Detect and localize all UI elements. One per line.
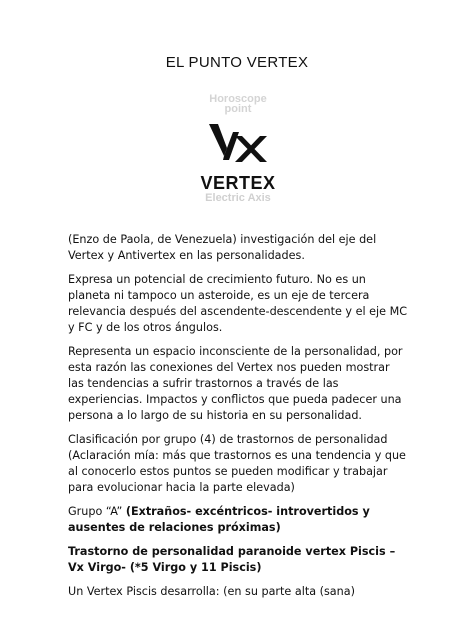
last-line: Un Vertex Piscis desarrolla: (en su parte alta (sana) xyxy=(68,585,355,598)
logo-wordmark: VERTEX xyxy=(200,173,276,193)
vx-monogram-icon xyxy=(209,122,267,162)
paragraph: Expresa un potencial de crecimiento futuro. No es un planeta ni tampoco un asteroide, es un eje de tercera relevancia después del ascendente-descendente y el eje MC y FC y de los otros ángulos. xyxy=(68,273,408,334)
bold-heading xyxy=(68,544,408,576)
group-a-bold: (Extraños- excéntricos- introvertidos y ausentes de relaciones próximas) xyxy=(68,505,370,534)
group-a-prefix: Grupo “A” xyxy=(68,505,126,518)
document-body xyxy=(68,232,408,608)
logo-line1: Horoscope xyxy=(209,93,267,105)
paragraph: Representa un espacio inconsciente de la personalidad, por esta razón las conexiones del Vertex nos pueden mostrar las tendencias a sufrir trastornos a través de las experiencias. Impactos y conflictos que pueda padecer una persona a lo largo de su historia en su personalidad. xyxy=(68,345,403,422)
logo-subtitle: Electric Axis xyxy=(205,192,271,204)
vertex-logo xyxy=(193,88,283,218)
bold-heading-text: Trastorno de personalidad paranoide vertex Piscis – Vx Virgo- (*5 Virgo y 11 Piscis) xyxy=(68,545,396,574)
group-a-paragraph xyxy=(68,504,408,536)
paragraph: (Enzo de Paola, de Venezuela) investigación del eje del Vertex y Antivertex en las personalidades. xyxy=(68,233,377,262)
paragraph: Clasificación por grupo (4) de trastornos de personalidad (Aclaración mía: más que trastornos es una tendencia y que al conocerlo estos puntos se pueden modificar y trabajar para evolucionar hacia la parte elevada) xyxy=(68,433,406,494)
logo-line2: point xyxy=(224,103,252,115)
page-title: EL PUNTO VERTEX xyxy=(165,54,309,71)
